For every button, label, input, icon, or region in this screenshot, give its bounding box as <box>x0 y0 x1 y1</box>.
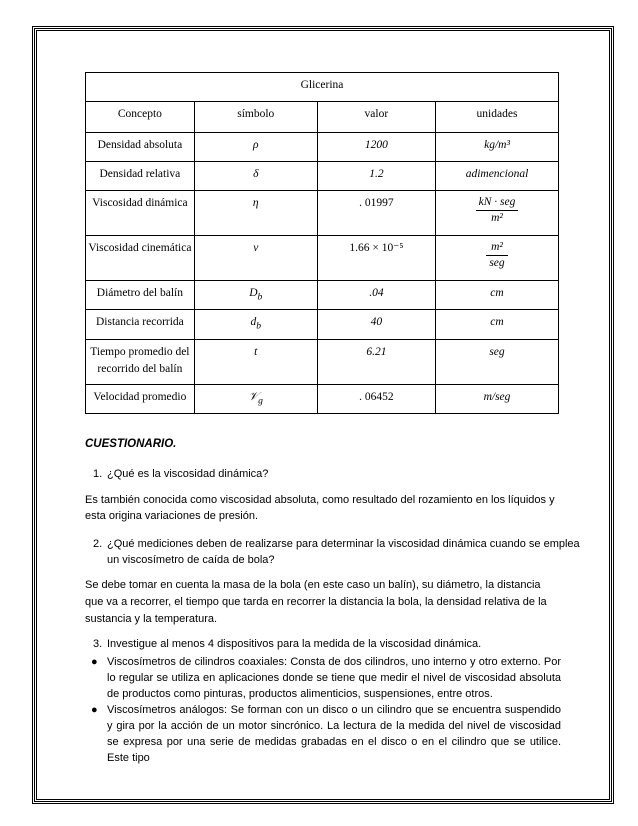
question-2 <box>85 536 583 568</box>
symbol-subscript: b <box>257 291 263 303</box>
cell-unidades <box>436 191 559 236</box>
header-unidades: unidades <box>436 102 559 133</box>
cell-simbolo: ρ <box>194 133 317 162</box>
symbol-base: d <box>250 316 257 329</box>
cell-valor: 40 <box>317 310 435 339</box>
list-item-text: Viscosímetros análogos: Se forman con un disco o un cilindro que se encuentra suspendido y gira por la acción de un motor sincrónico. La lectura de la medida del nivel de viscosidad se expresa por una serie de medidas grabadas en el disco o en el cilindro que se utilice. Este tipo <box>107 704 561 764</box>
list-item <box>85 654 561 702</box>
cell-concepto: Densidad absoluta <box>86 133 195 162</box>
cell-unidades: cm <box>436 310 559 339</box>
table-row <box>86 310 559 339</box>
symbol-base: D <box>249 287 258 299</box>
header-valor: valor <box>317 102 435 133</box>
cell-simbolo: v <box>194 236 317 281</box>
cell-valor: . 06452 <box>317 384 435 413</box>
unit-fraction <box>476 195 519 226</box>
cell-simbolo: δ <box>194 162 317 191</box>
cell-simbolo <box>194 310 317 339</box>
symbol-subscript: g <box>258 394 263 406</box>
table-caption-row <box>86 73 559 102</box>
cell-simbolo: t <box>194 339 317 384</box>
table-row <box>86 339 559 384</box>
cell-valor: 1200 <box>317 133 435 162</box>
cell-unidades: m/seg <box>436 384 559 413</box>
table-row <box>86 133 559 162</box>
cell-valor: 1.2 <box>317 162 435 191</box>
unit-denominator: seg <box>489 257 505 269</box>
cell-concepto: Tiempo promedio del recorrido del balín <box>86 339 195 384</box>
unit-fraction <box>486 240 507 271</box>
table-row <box>86 281 559 310</box>
cell-concepto: Viscosidad cinemática <box>86 236 195 281</box>
answer-1: Es también conocida como viscosidad absoluta, como resultado del rozamiento en los líquidos y esta origina variaciones de presión. <box>85 494 555 522</box>
table-caption: Glicerina <box>86 73 559 102</box>
question-number: 3. <box>93 638 103 650</box>
unit-numerator: m² <box>486 240 507 256</box>
cell-unidades: cm <box>436 281 559 310</box>
cell-concepto: Velocidad promedio <box>86 384 195 413</box>
question-text: ¿Qué es la viscosidad dinámica? <box>107 468 269 480</box>
bullet-icon: ● <box>91 656 98 668</box>
unit-denominator: m² <box>491 212 503 224</box>
table-row <box>86 162 559 191</box>
symbol-subscript: b <box>256 320 262 332</box>
section-title: CUESTIONARIO. <box>85 438 177 450</box>
list-item <box>85 702 561 766</box>
question-text: ¿Qué mediciones deben de realizarse para determinar la viscosidad dinámica cuando se emplea un viscosímetro de caída de bola? <box>107 538 580 566</box>
cell-concepto: Viscosidad dinámica <box>86 191 195 236</box>
question-3 <box>85 636 583 652</box>
table-row <box>86 236 559 281</box>
cell-valor: .04 <box>317 281 435 310</box>
cell-concepto: Densidad relativa <box>86 162 195 191</box>
cell-unidades <box>436 236 559 281</box>
table-row <box>86 191 559 236</box>
question-number: 2. <box>93 538 103 550</box>
glicerina-table <box>85 72 559 414</box>
symbol-base: 𝒱 <box>248 390 259 403</box>
list-item-text: Viscosímetros de cilindros coaxiales: Consta de dos cilindros, uno interno y otro externo. Por lo regular se utiliza en aplicaciones donde se tiene que medir el nivel de viscosidad absoluta de productos como pinturas, productos alimenticios, suspensiones, entre otros. <box>107 656 561 700</box>
header-simbolo: símbolo <box>194 102 317 133</box>
cell-unidades: kg/m³ <box>436 133 559 162</box>
cell-concepto: Diámetro del balín <box>86 281 195 310</box>
question-text: Investigue al menos 4 dispositivos para la medida de la viscosidad dinámica. <box>107 638 482 650</box>
cell-valor: 6.21 <box>317 339 435 384</box>
question-1 <box>85 466 583 482</box>
cell-simbolo: η <box>194 191 317 236</box>
unit-numerator: kN · seg <box>476 195 519 211</box>
cell-simbolo <box>194 281 317 310</box>
table-row <box>86 384 559 413</box>
bullet-icon: ● <box>91 704 98 716</box>
header-concepto: Concepto <box>86 102 195 133</box>
table-header-row <box>86 102 559 133</box>
answer-2: Se debe tomar en cuenta la masa de la bola (en este caso un balín), su diámetro, la distancia que va a recorrer, el tiempo que tarda en recorrer la distancia la bola, la densidad relativa de la sustancia y la temperatura. <box>85 579 547 625</box>
cell-unidades: adimencional <box>436 162 559 191</box>
question-number: 1. <box>93 468 103 480</box>
cell-concepto: Distancia recorrida <box>86 310 195 339</box>
cell-simbolo <box>194 384 317 413</box>
cell-unidades: seg <box>436 339 559 384</box>
cell-valor: 1.66 × 10⁻⁵ <box>317 236 435 281</box>
cell-valor: . 01997 <box>317 191 435 236</box>
